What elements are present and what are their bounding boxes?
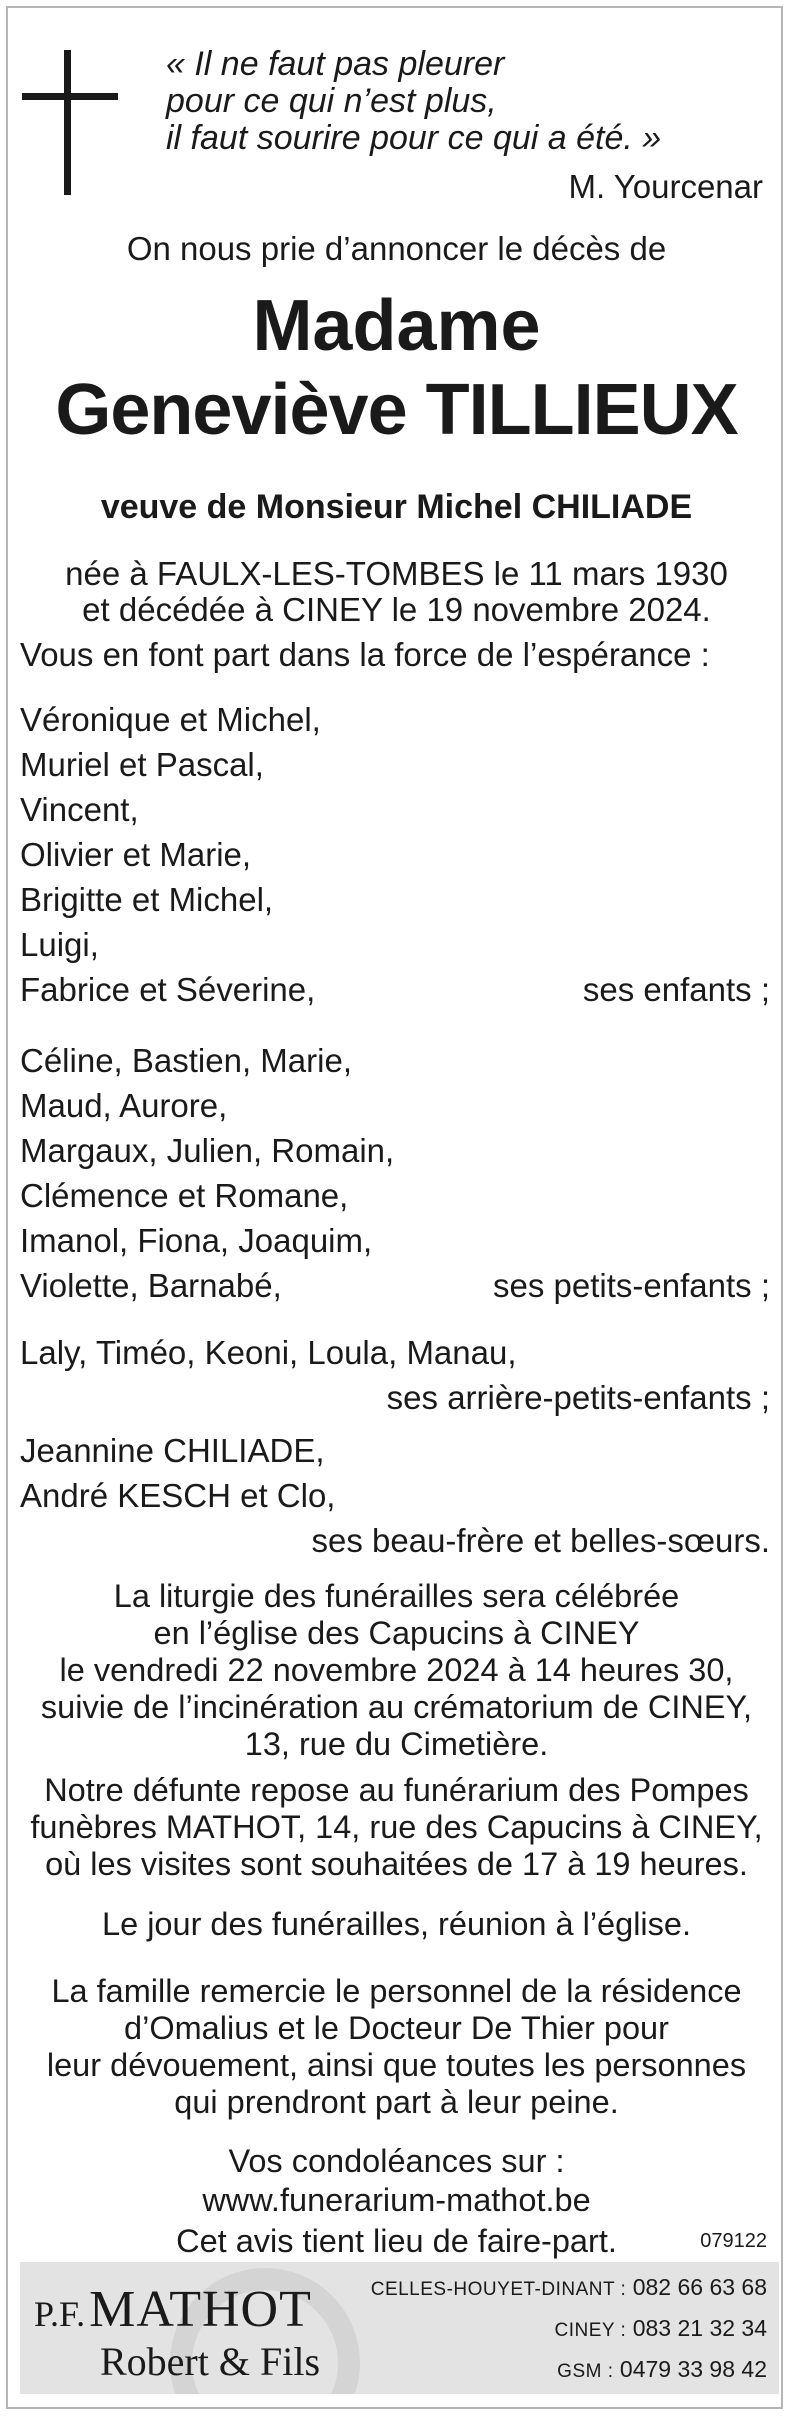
quote-line: pour ce qui n’est plus, <box>166 82 497 120</box>
notice-text: Cet avis tient lieu de faire-part. <box>176 2223 617 2259</box>
liturgy-line: 13, rue du Cimetière. <box>244 1726 549 1762</box>
funerarium-info <box>8 1772 785 1883</box>
contact-label: GSM : <box>557 2361 614 2382</box>
children-group <box>20 697 780 1012</box>
liturgy-line: La liturgie des funérailles sera célébrée <box>113 1578 680 1614</box>
liturgy-info <box>8 1578 785 1763</box>
list-item: André KESCH et Clo, <box>20 1477 336 1514</box>
list-item: Violette, Barnabé, <box>20 1267 282 1304</box>
list-item: Imanol, Fiona, Joaquim, <box>20 1222 373 1259</box>
liturgy-line: le vendredi 22 novembre 2024 à 14 heures 30, <box>59 1652 734 1688</box>
relation-label: ses enfants ; <box>582 971 770 1008</box>
contact-label: CINEY : <box>554 2320 627 2341</box>
birth-death-info <box>8 556 785 628</box>
list-item: Jeannine CHILIADE, <box>20 1432 325 1469</box>
list-item: Luigi, <box>20 926 99 963</box>
thanks-line: leur dévouement, ainsi que toutes les personnes <box>46 2047 747 2083</box>
condolences-label: Vos condoléances sur : <box>228 2143 565 2179</box>
relation-label: ses arrière-petits-enfants ; <box>386 1379 770 1416</box>
deceased-name: Geneviève TILLIEUX <box>55 370 738 450</box>
thanks-line: qui prendront part à leur peine. <box>174 2084 619 2120</box>
thanks-info <box>8 1973 785 2121</box>
logo-company: MATHOT <box>89 2281 312 2338</box>
contact-phone[interactable]: 0479 33 98 42 <box>619 2356 767 2382</box>
quote-line: « Il ne faut pas pleurer <box>166 45 505 83</box>
list-item: Muriel et Pascal, <box>20 746 264 783</box>
rest-line: où les visites sont souhaitées de 17 à 19 heures. <box>45 1846 748 1882</box>
logo-subtitle: Robert & Fils <box>100 2339 321 2384</box>
meeting-info: Le jour des funérailles, réunion à l’église. <box>102 1906 691 1942</box>
funeral-home-banner <box>20 2262 779 2394</box>
list-item: Fabrice et Séverine, <box>20 971 316 1008</box>
relation-label: ses beau-frère et belles-sœurs. <box>311 1522 770 1559</box>
thanks-line: La famille remercie le personnel de la résidence <box>51 1973 742 2009</box>
thanks-line: d’Omalius et le Docteur De Thier pour <box>124 2010 669 2046</box>
liturgy-line: suivie de l’incinération au crématorium de CINEY, <box>40 1689 753 1725</box>
announcement-intro: On nous prie d’annoncer le décès de <box>126 230 667 267</box>
relation-label: ses petits-enfants ; <box>493 1267 770 1304</box>
contact-phone[interactable]: 082 66 63 68 <box>632 2274 767 2300</box>
birth-line: née à FAULX-LES-TOMBES le 11 mars 1930 <box>65 555 728 592</box>
widow-of: veuve de Monsieur Michel CHILIADE <box>100 488 693 526</box>
cross-icon <box>22 50 118 195</box>
family-lead: Vous en font part dans la force de l’espérance : <box>20 636 710 673</box>
list-item: Vincent, <box>20 791 139 828</box>
contact-list <box>371 2268 767 2391</box>
list-item: Olivier et Marie, <box>20 836 252 873</box>
rest-line: funèbres MATHOT, 14, rue des Capucins à CINEY, <box>30 1809 763 1845</box>
obituary-card <box>6 6 783 2409</box>
list-item: Céline, Bastien, Marie, <box>20 1042 352 1079</box>
death-line: et décédée à CINEY le 19 novembre 2024. <box>82 591 711 628</box>
contact-label: CELLES-HOUYET-DINANT : <box>370 2279 627 2300</box>
liturgy-line: en l’église des Capucins à CINEY <box>153 1615 640 1651</box>
list-item: Laly, Timéo, Keoni, Loula, Manau, <box>20 1334 517 1371</box>
condolences-block <box>8 2142 785 2261</box>
contact-phone[interactable]: 083 21 32 34 <box>632 2315 767 2341</box>
funeral-home-logo <box>34 2280 312 2339</box>
in-laws-group <box>20 1428 780 1559</box>
deceased-title: Madame <box>252 286 541 366</box>
reference-number: 079122 <box>700 2230 767 2252</box>
website-link[interactable]: www.funerarium-mathot.be <box>202 2182 591 2218</box>
logo-prefix: P.F. <box>34 2294 86 2334</box>
list-item: Margaux, Julien, Romain, <box>20 1132 395 1169</box>
list-item: Clémence et Romane, <box>20 1177 349 1214</box>
great-grandchildren-group <box>20 1330 780 1416</box>
contact-row <box>371 2350 767 2391</box>
rest-line: Notre défunte repose au funérarium des Pompes <box>44 1772 749 1808</box>
list-item: Maud, Aurore, <box>20 1087 228 1124</box>
list-item: Brigitte et Michel, <box>20 881 274 918</box>
quote-author: M. Yourcenar <box>568 168 763 205</box>
list-item: Véronique et Michel, <box>20 701 321 738</box>
grandchildren-group <box>20 1038 780 1308</box>
quote-line: il faut sourire pour ce qui a été. » <box>166 119 662 157</box>
contact-row <box>371 2309 767 2350</box>
epigraph-quote <box>166 46 726 157</box>
contact-row <box>371 2268 767 2309</box>
